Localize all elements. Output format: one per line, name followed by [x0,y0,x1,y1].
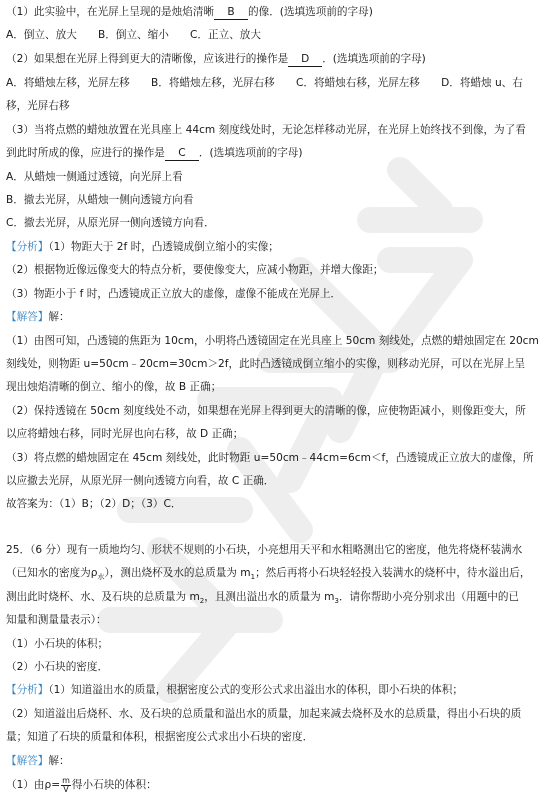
q25-line-2: （已知水的密度为$\rho_水$），测出烧杯及水的总质量为 $m_1$；然后再将小石块轻轻投入装满水的烧杯中，待水溢出后， [6,567,531,582]
q25-line-4: 知量和测量量表示）： [6,614,107,626]
q25-analysis-2: （2）知道溢出后烧杯、水、及石块的总质量和溢出水的质量，加起来减去烧杯及水的总质量，得出小石块的质 [6,708,522,720]
q-prev-option-a: A．从蜡烛一侧通过透镜，向光屏上看 [6,171,183,183]
q-prev-solution-3: 现出烛焰清晰的倒立、缩小的像，故 B 正确； [6,381,222,393]
q25-solution-1: （1）由ρ= $\frac{m}{V}$ 得小石块的体积： [6,775,157,794]
q-prev-options-2: A．将蜡烛左移，光屏左移 B．将蜡烛左移，光屏右移 C．将蜡烛右移，光屏左移 D．将蜡烛 u、右 [6,77,523,89]
q-prev-line-7: 到此时所成的像，应进行的操作是 C ．(选填选项前的字母) [6,147,303,159]
q-prev-solution-5: 以应将蜡烛右移，同时光屏也向右移，故 D 正确； [6,428,244,440]
q-prev-line-1: （1）此实验中，在光屏上呈现的是烛焰清晰 B 的像．(选填选项前的字母) [6,6,373,18]
q-prev-analysis-1: 【分析】（1）物距大于 2f 时，凸透镜成倒立缩小的实像； [6,241,279,253]
q-prev-analysis-3: （3）物距小于 f 时，凸透镜成正立放大的虚像，虚像不能成在光屏上． [6,288,342,300]
q-prev-options-2-cont: 移，光屏右移 [6,100,70,112]
answer-blank-1: B [214,6,248,20]
answer-blank-2: D [288,53,322,67]
answer-blank-3: C [165,147,199,161]
q-prev-solution-1: （1）由图可知，凸透镜的焦距为 10cm，小明将凸透镜固定在光具座上 50cm 刻线处，点燃的蜡烛固定在 20cm [6,335,539,347]
q25-line-1: 25．（6 分）现有一质地均匀、形状不规则的小石块，小亮想用天平和水粗略测出它的密度，他先将烧杯装满水 [6,544,523,556]
analysis-tag: 【分析】 [6,241,49,253]
q-prev-option-b: B．撤去光屏，从蜡烛一侧向透镜方向看 [6,194,194,206]
q-prev-option-c: C．撤去光屏，从原光屏一侧向透镜方向看． [6,217,215,229]
q-prev-solution-4: （2）保持透镜在 50cm 刻度线处不动，如果想在光屏上得到更大的清晰的像，应使物距减小，则像距变大，所 [6,405,526,417]
q-prev-final-answer: 故答案为：（1）B；（2）D；（3）C． [6,498,182,510]
q-prev-solution-2: 刻线处，则物距 u=50cm﹣20cm=30cm＞2f，此时凸透镜成倒立缩小的实像，则移动光屏，可以在光屏上呈 [6,358,526,370]
q25-analysis-1: 【分析】（1）知道溢出水的质量，根据密度公式的变形公式求出溢出水的体积，即小石块的体积； [6,684,463,696]
q25-line-3: 测出此时烧杯、水、及石块的总质量为 $m_2$，且测出溢出水的质量为 $m_3$．请你帮助小亮分别求出（用题中的已 [6,591,520,606]
q-prev-analysis-2: （2）根据物近像远像变大的特点分析，要使像变大，应减小物距，并增大像距； [6,264,384,276]
q-prev-options-1: A．倒立、放大 B．倒立、缩小 C．正立、放大 [6,29,261,41]
q25-subq-2: （2）小石块的密度． [6,661,109,673]
q-prev-solution-6: （3）将点燃的蜡烛固定在 45cm 刻线处，此时物距 u=50cm﹣44cm=6cm＜f，凸透镜成正立放大的虚像，所 [6,452,534,464]
q-prev-line-6: （3）当将点燃的蜡烛放置在光具座上 44cm 刻度线处时，无论怎样移动光屏，在光屏上始终找不到像，为了看 [6,124,526,136]
solution-tag: 【解答】 [6,311,49,323]
density-fraction: $\frac{m}{V}$ [62,775,70,794]
q25-solution-header: 【解答】解： [6,755,70,767]
q-prev-solution-7: 以应撤去光屏，从原光屏一侧向透镜方向看，故 C 正确． [6,475,275,487]
q25-analysis-3: 量；知道了石块的质量和体积，根据密度公式求出小石块的密度． [6,731,314,743]
analysis-tag: 【分析】 [6,684,49,696]
q-prev-solution-header: 【解答】解： [6,311,70,323]
q25-subq-1: （1）小石块的体积； [6,638,109,650]
q-prev-line-3: （2）如果想在光屏上得到更大的清晰像，应该进行的操作是 D ．(选填选项前的字母) [6,53,426,65]
solution-tag: 【解答】 [6,755,49,767]
